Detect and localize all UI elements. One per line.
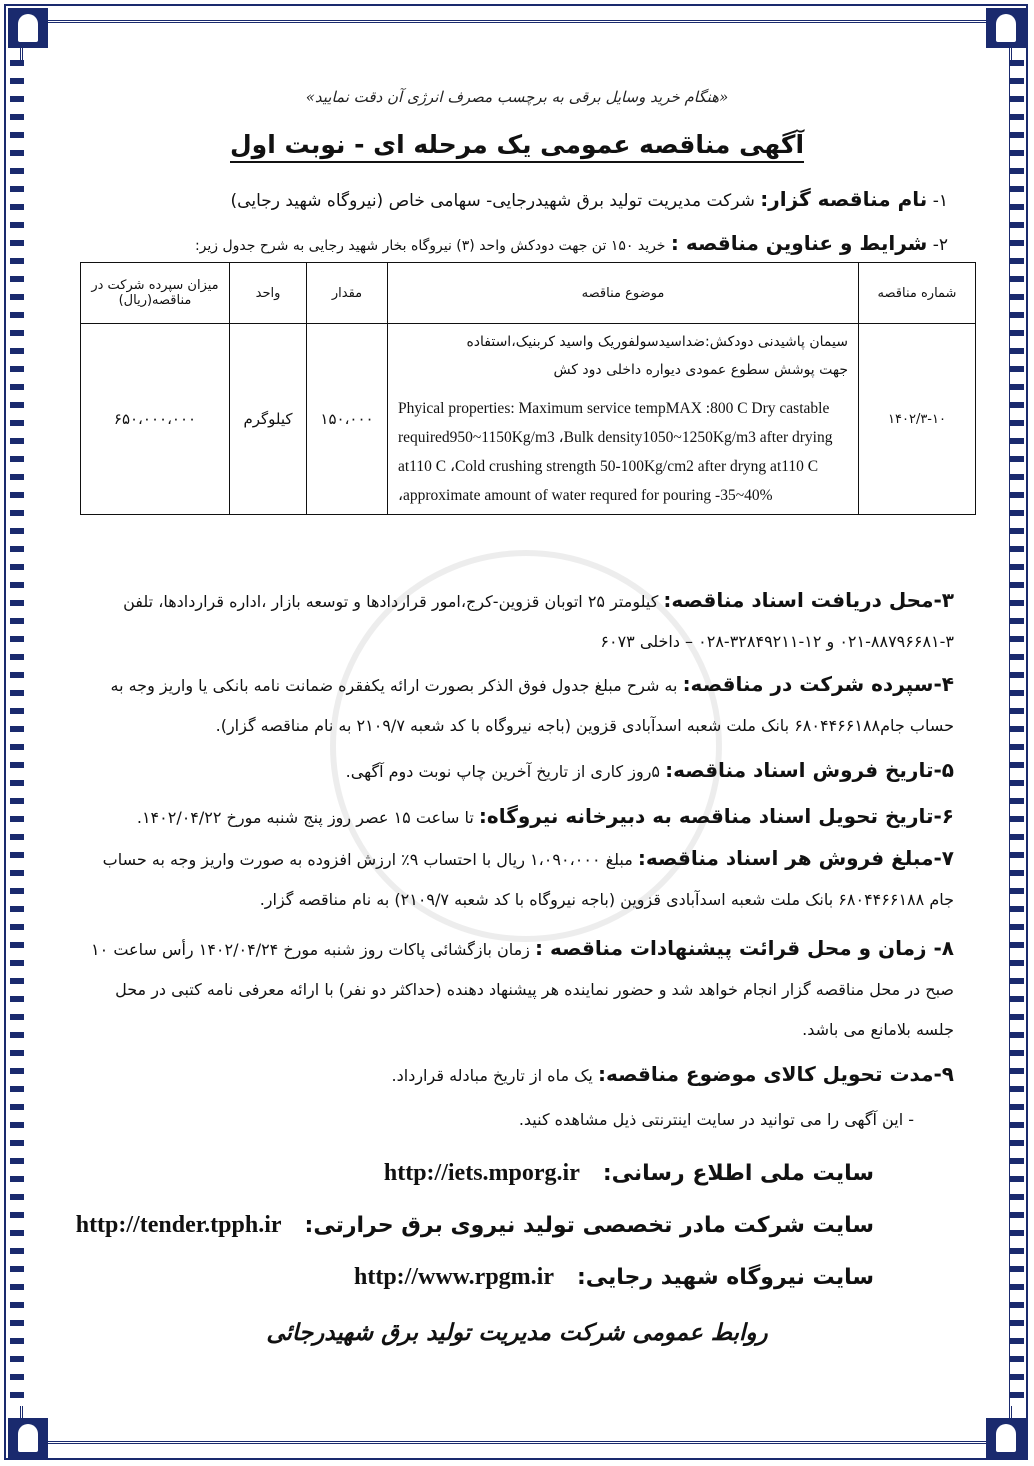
- section-6: [80, 796, 954, 838]
- section-9-text: یک ماه از تاریخ مبادله قرارداد.: [391, 1066, 593, 1085]
- header-subject: موضوع مناقصه: [388, 263, 859, 324]
- section-7-label: ۷-مبلغ فروش هر اسناد مناقصه:: [637, 846, 954, 870]
- cell-number: ۱۴۰۲/۳-۱۰: [859, 324, 976, 515]
- section-3: [80, 580, 954, 662]
- side-ornament: [10, 60, 24, 1406]
- corner-ornament: [8, 8, 48, 48]
- cell-subject: [388, 324, 859, 515]
- site-row-3: [354, 1264, 874, 1291]
- motto: «هنگام خرید وسایل برقی به برچسب مصرف انرژی آن دقت نمایید»: [305, 88, 729, 106]
- subject-en: Phyical properties: Maximum service tempMAX :800 C Dry castable required950~1150Kg/m3 ،Bulk density1050~1250Kg/m3 after drying at110 C ،Cold crushing strength 50-100Kg/cm2 after dryng at110 C ،approximate amount of water requred for pouring -35~40%: [398, 400, 833, 504]
- section-4-text: به شرح مبلغ جدول فوق الذکر بصورت ارائه یکفقره ضمانت نامه بانکی یا واریز وجه به حساب جام۶۸۰۴۴۶۶۱۸۸ بانک ملت شعبه اسدآبادی قزوین (باجه نیروگاه با کد شعبه ۲۱۰۹/۷ به نام مناقصه گزار).: [110, 676, 954, 735]
- section-2: [70, 232, 948, 257]
- cell-deposit: ۶۵۰،۰۰۰،۰۰۰: [81, 324, 230, 515]
- corner-ornament: [986, 8, 1026, 48]
- header-quantity: مقدار: [307, 263, 388, 324]
- tender-table: [80, 262, 976, 515]
- section-3-label: ۳-محل دریافت اسناد مناقصه:: [663, 588, 954, 612]
- section-6-text: تا ساعت ۱۵ عصر روز پنج شنبه مورخ ۱۴۰۲/۰۴/۲۲.: [136, 808, 474, 827]
- cell-quantity: ۱۵۰،۰۰۰: [307, 324, 388, 515]
- section-7: [80, 838, 954, 920]
- section-8: [80, 928, 954, 1050]
- site-label-2: سایت شرکت مادر تخصصی تولید نیروی برق حرارتی:: [304, 1213, 874, 1238]
- section-9: [80, 1054, 954, 1096]
- header-unit: واحد: [230, 263, 307, 324]
- subject-fa-line-1: سیمان پاشیدنی دودکش:ضداسیدسولفوریک واسید کربنیک،استفاده: [466, 334, 848, 350]
- page-title: [0, 130, 1034, 159]
- section-2-num: ۲-: [932, 235, 948, 255]
- cell-unit: کیلوگرم: [230, 324, 307, 515]
- section-4: [80, 664, 954, 746]
- side-ornament: [1010, 60, 1024, 1406]
- section-1-label: نام مناقصه گزار:: [760, 187, 928, 211]
- site-link-3[interactable]: http://www.rpgm.ir: [354, 1264, 554, 1290]
- section-5: [80, 750, 954, 792]
- table-header-row: [81, 263, 976, 324]
- site-row-2: [76, 1212, 874, 1239]
- site-row-1: [384, 1160, 874, 1187]
- table-row: [81, 324, 976, 515]
- subject-fa-line-2: جهت پوشش سطوع عمودی دیواره داخلی دود کش: [553, 362, 848, 378]
- footer-signature: روابط عمومی شرکت مدیریت تولید برق شهیدرجائی: [266, 1320, 768, 1346]
- header-deposit: میزان سپرده شرکت در مناقصه(ریال): [81, 263, 230, 324]
- section-7-text: مبلغ ۱،۰۹۰،۰۰۰ ریال با احتساب ۹٪ ارزش افزوده به صورت واریز وجه به حساب جام ۶۸۰۴۴۶۶۱۸۸ بانک ملت شعبه اسدآبادی قزوین (باجه نیروگاه با کد شعبه ۲۱۰۹/۷) به نام مناقصه گزار.: [102, 850, 954, 909]
- section-6-label: ۶-تاریخ تحویل اسناد مناقصه به دبیرخانه نیروگاه:: [478, 804, 954, 828]
- site-label-3: سایت نیروگاه شهید رجایی:: [576, 1265, 874, 1290]
- notice-text: - این آگهی را می توانید در سایت اینترنتی ذیل مشاهده کنید.: [518, 1110, 914, 1129]
- site-label-1: سایت ملی اطلاع رسانی:: [602, 1161, 874, 1186]
- section-4-label: ۴-سپرده شرکت در مناقصه:: [682, 672, 954, 696]
- section-9-label: ۹-مدت تحویل کالای موضوع مناقصه:: [597, 1062, 954, 1086]
- section-5-label: ۵-تاریخ فروش اسناد مناقصه:: [665, 758, 954, 782]
- section-8-text: زمان بازگشائی پاکات روز شنبه مورخ ۱۴۰۲/۰۴/۲۴ رأس ساعت ۱۰ صبح در محل مناقصه گزار انجام خواهد شد و حضور نماینده هر پیشنهاد دهنده (حداکثر دو نفر) با ارائه معرفی نامه کتبی در محل جلسه بلامانع می باشد.: [91, 940, 954, 1039]
- page-title-text: آگهی مناقصه عمومی یک مرحله ای - نوبت اول: [230, 130, 804, 163]
- section-5-text: ۵روز کاری از تاریخ آخرین چاپ نوبت دوم آگهی.: [345, 762, 661, 781]
- site-link-1[interactable]: http://iets.mporg.ir: [383, 1160, 580, 1186]
- header-number: شماره مناقصه: [859, 263, 976, 324]
- section-1-num: ۱-: [932, 191, 948, 211]
- section-3-text: کیلومتر ۲۵ اتوبان قزوین-کرج،امور قراردادها و توسعه بازار ،اداره قراردادها، تلفن ۳-۸۸۷۹۶۶۸۱-۰۲۱ و ۱۲-۳۲۸۴۹۲۱۱-۰۲۸ – داخلی ۶۰۷۳: [123, 592, 954, 651]
- section-1-text: شرکت مدیریت تولید برق شهیدرجایی- سهامی خاص (نیروگاه شهید رجایی): [230, 191, 755, 211]
- section-2-text: خرید ۱۵۰ تن جهت دودکش واحد (۳) نیروگاه بخار شهید رجایی به شرح جدول زیر:: [194, 238, 666, 254]
- corner-ornament: [986, 1418, 1026, 1458]
- site-link-2[interactable]: http://tender.tpph.ir: [75, 1212, 282, 1238]
- section-2-label: شرایط و عناوین مناقصه :: [670, 231, 928, 255]
- corner-ornament: [8, 1418, 48, 1458]
- section-1: [70, 188, 948, 212]
- section-8-label: ۸- زمان و محل قرائت پیشنهادات مناقصه :: [535, 936, 954, 960]
